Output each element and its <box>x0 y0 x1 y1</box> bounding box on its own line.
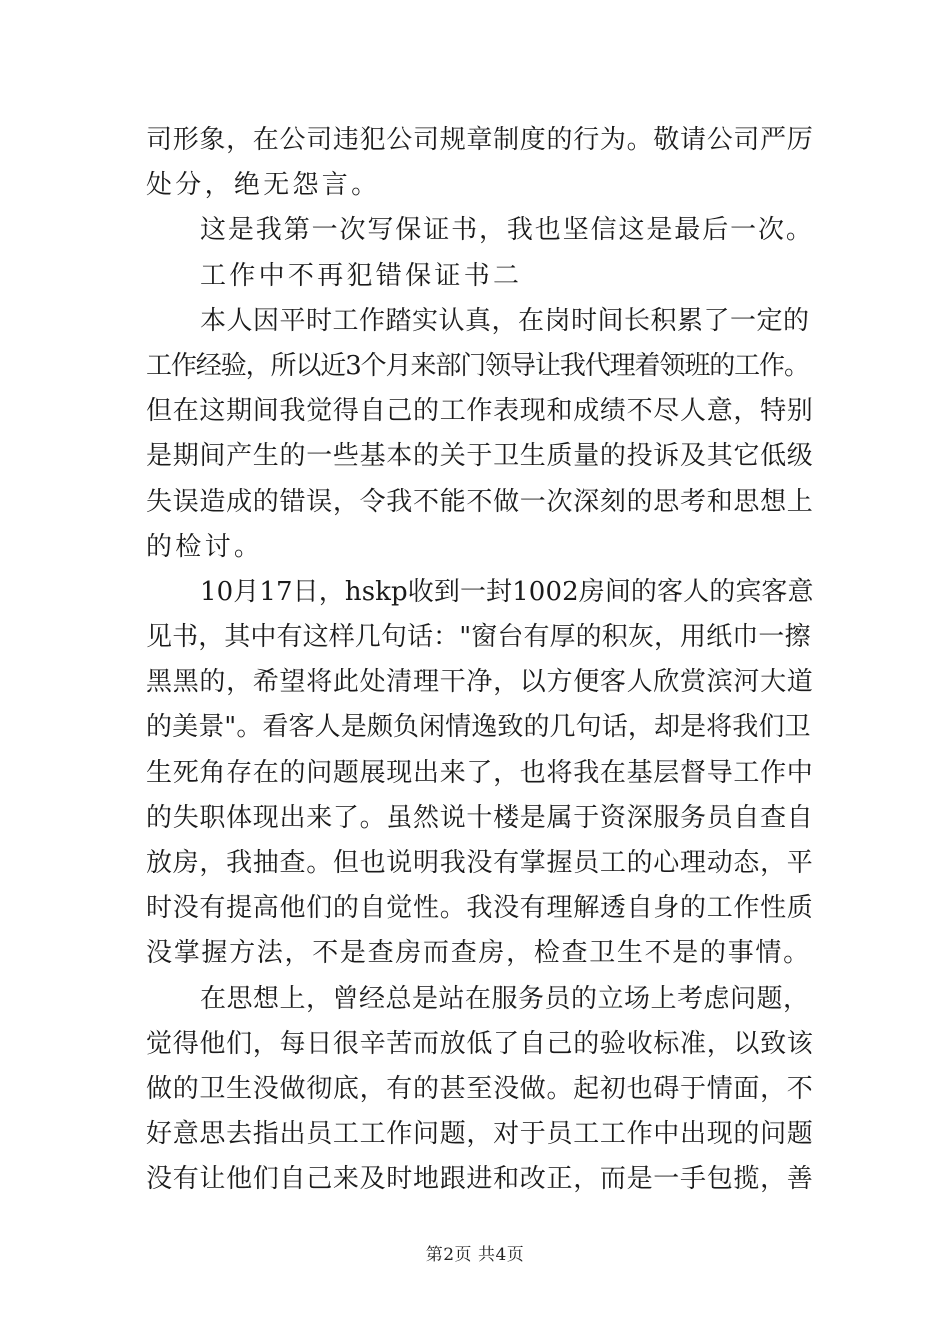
text-line: 工作中不再犯错保证书二 <box>200 260 523 291</box>
text-line: 放房，我抽查。但也说明我没有掌握员工的心理动态，平 <box>146 848 814 878</box>
text-line: 但在这期间我觉得自己的工作表现和成绩不尽人意，特别 <box>146 396 814 427</box>
text-line: 司形象，在公司违犯公司规章制度的行为。敬请公司严厉 <box>146 125 814 155</box>
body-text <box>146 118 814 1203</box>
text-line: 的检讨。 <box>146 531 264 562</box>
text-line: 做的卫生没做彻底，有的甚至没做。起初也碍于情面，不 <box>146 1073 814 1104</box>
text-line: 在思想上，曾经总是站在服务员的立场上考虑问题， <box>200 983 810 1014</box>
page-footer: 第2页 共4页 <box>425 1245 525 1265</box>
text-line: 处分，绝无怨言。 <box>146 170 381 201</box>
text-line: 10月17日，hskp收到一封1002房间的客人的宾客意 <box>200 576 814 607</box>
text-line: 没有让他们自己来及时地跟进和改正，而是一手包揽，善 <box>146 1164 814 1195</box>
text-line: 没掌握方法，不是查房而查房，检查卫生不是的事情。 <box>146 938 811 969</box>
text-line: 是期间产生的一些基本的关于卫生质量的投诉及其它低级 <box>146 441 814 472</box>
text-line: 时没有提高他们的自觉性。我没有理解透自身的工作性质 <box>146 893 814 924</box>
text-line: 本人因平时工作踏实认真，在岗时间长积累了一定的 <box>200 305 810 336</box>
text-line: 觉得他们，每日很辛苦而放低了自己的验收标准，以致该 <box>146 1028 814 1059</box>
text-line: 黑黑的，希望将此处清理干净，以方便客人欣赏滨河大道 <box>146 667 814 698</box>
text-line: 见书，其中有这样几句话："窗台有厚的积灰，用纸巾一擦 <box>146 622 811 653</box>
text-line: 的失职体现出来了。虽然说十楼是属于资深服务员自查自 <box>146 802 814 833</box>
text-line: 这是我第一次写保证书，我也坚信这是最后一次。 <box>200 215 814 246</box>
text-line: 失误造成的错误，令我不能不做一次深刻的思考和思想上 <box>146 486 814 517</box>
text-line: 好意思去指出员工工作问题，对于员工工作中出现的问题 <box>146 1119 814 1150</box>
text-line: 的美景"。看客人是颇负闲情逸致的几句话，却是将我们卫 <box>146 712 811 743</box>
text-line: 生死角存在的问题展现出来了，也将我在基层督导工作中 <box>146 757 814 788</box>
text-line: 工作经验，所以近3个月来部门领导让我代理着领班的工作。 <box>146 350 809 381</box>
